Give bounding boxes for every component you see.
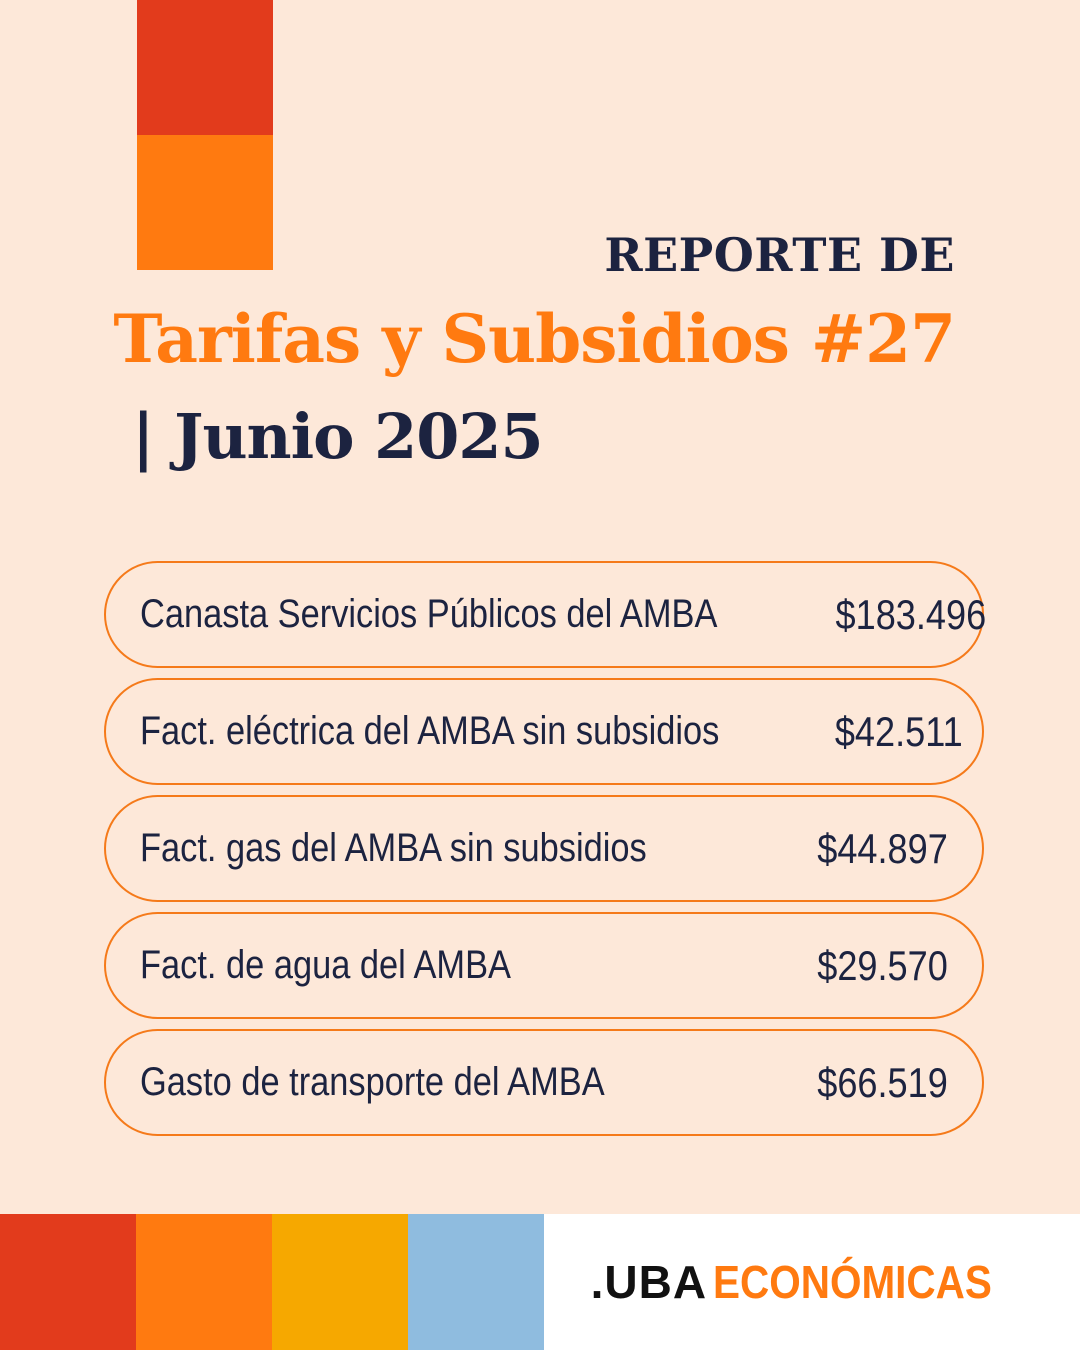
report-title: Tarifas y Subsidios #27 (113, 300, 955, 378)
report-subtitle: | Junio 2025 (132, 400, 543, 473)
item-label: Fact. eléctrica del AMBA sin subsidios (140, 709, 720, 753)
footer-stripe-yellow (272, 1214, 408, 1350)
report-kicker: REPORTE DE (604, 228, 955, 282)
item-label: Canasta Servicios Públicos del AMBA (140, 592, 718, 636)
footer-stripe-blue (408, 1214, 544, 1350)
decorative-orange-block (137, 135, 273, 270)
tariff-list (104, 561, 987, 1146)
item-label: Fact. de agua del AMBA (140, 943, 511, 987)
item-label: Fact. gas del AMBA sin subsidios (140, 826, 647, 870)
footer-stripe-red (0, 1214, 136, 1350)
logo (544, 1214, 1080, 1350)
list-item (104, 561, 987, 668)
item-value: $183.496 (835, 590, 987, 638)
decorative-red-block (137, 0, 273, 135)
logo-uba-text: .UBA (590, 1256, 708, 1308)
footer-stripe-orange (136, 1214, 272, 1350)
item-value: $42.511 (834, 707, 963, 755)
list-item (104, 1029, 984, 1136)
item-value: $44.897 (817, 824, 948, 872)
item-value: $66.519 (817, 1058, 948, 1106)
list-item (104, 912, 984, 1019)
list-item (104, 678, 984, 785)
item-label: Gasto de transporte del AMBA (140, 1060, 605, 1104)
item-value: $29.570 (817, 941, 948, 989)
list-item (104, 795, 984, 902)
logo-economicas-text: ECONÓMICAS (713, 1256, 992, 1308)
footer-bar (0, 1214, 1080, 1350)
